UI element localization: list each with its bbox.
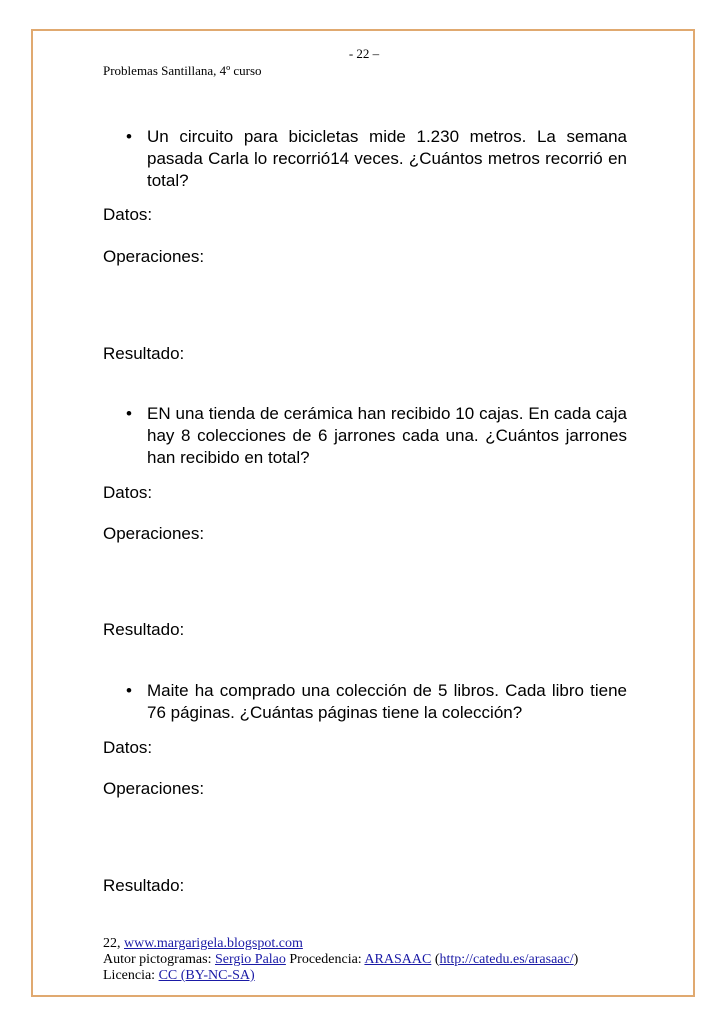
problem-2-operaciones-label: Operaciones: (103, 524, 205, 543)
footer-line-3 (103, 968, 255, 984)
footer-license-prefix: Licencia: (103, 968, 159, 983)
author-link[interactable]: Sergio Palao (214, 952, 286, 967)
problem-3-operaciones-label: Operaciones: (103, 779, 205, 798)
problem-1-text: Un circuito para bicicletas mide 1.230 metros. La semana pasada Carla lo recorrió14 veces. ¿Cuántos metros recorrió en total? (147, 127, 627, 190)
bullet-2: • (126, 404, 132, 423)
problem-1-datos-label: Datos: (103, 205, 153, 224)
footer-line-2 (103, 952, 578, 968)
problem-1-operaciones-label: Operaciones: (103, 247, 205, 266)
problem-2-resultado-label: Resultado: (103, 620, 185, 639)
problem-1-resultado-label: Resultado: (103, 344, 185, 363)
problem-3-datos-label: Datos: (103, 738, 153, 757)
problem-3-resultado-label: Resultado: (103, 876, 185, 895)
footer-page-prefix: 22, (103, 936, 124, 951)
problem-3-text: Maite ha comprado una colección de 5 libros. Cada libro tiene 76 páginas. ¿Cuántas páginas tiene la colección? (147, 681, 627, 722)
footer-source-label: Procedencia: (285, 952, 365, 967)
paren-open: ( (431, 952, 440, 967)
header-title: Problemas Santillana, 4º curso (103, 63, 262, 78)
bullet-3: • (126, 681, 132, 700)
catedu-link[interactable]: http://catedu.es/arasaac/ (439, 952, 574, 967)
blog-link[interactable]: www.margarigela.blogspot.com (124, 936, 303, 951)
problem-2-datos-label: Datos: (103, 483, 153, 502)
arasaac-link[interactable]: ARASAAC (364, 952, 432, 967)
footer-author-prefix: Autor pictogramas: (103, 952, 215, 967)
paren-close: ) (573, 952, 579, 967)
bullet-1: • (126, 127, 132, 146)
problem-2-text: EN una tienda de cerámica han recibido 10 cajas. En cada caja hay 8 colecciones de 6 jarrones cada una. ¿Cuántos jarrones han recibido en total? (147, 404, 627, 467)
license-link[interactable]: CC (BY-NC-SA) (158, 968, 255, 983)
footer-line-1 (103, 936, 303, 952)
page-number: - 22 – (348, 46, 380, 61)
